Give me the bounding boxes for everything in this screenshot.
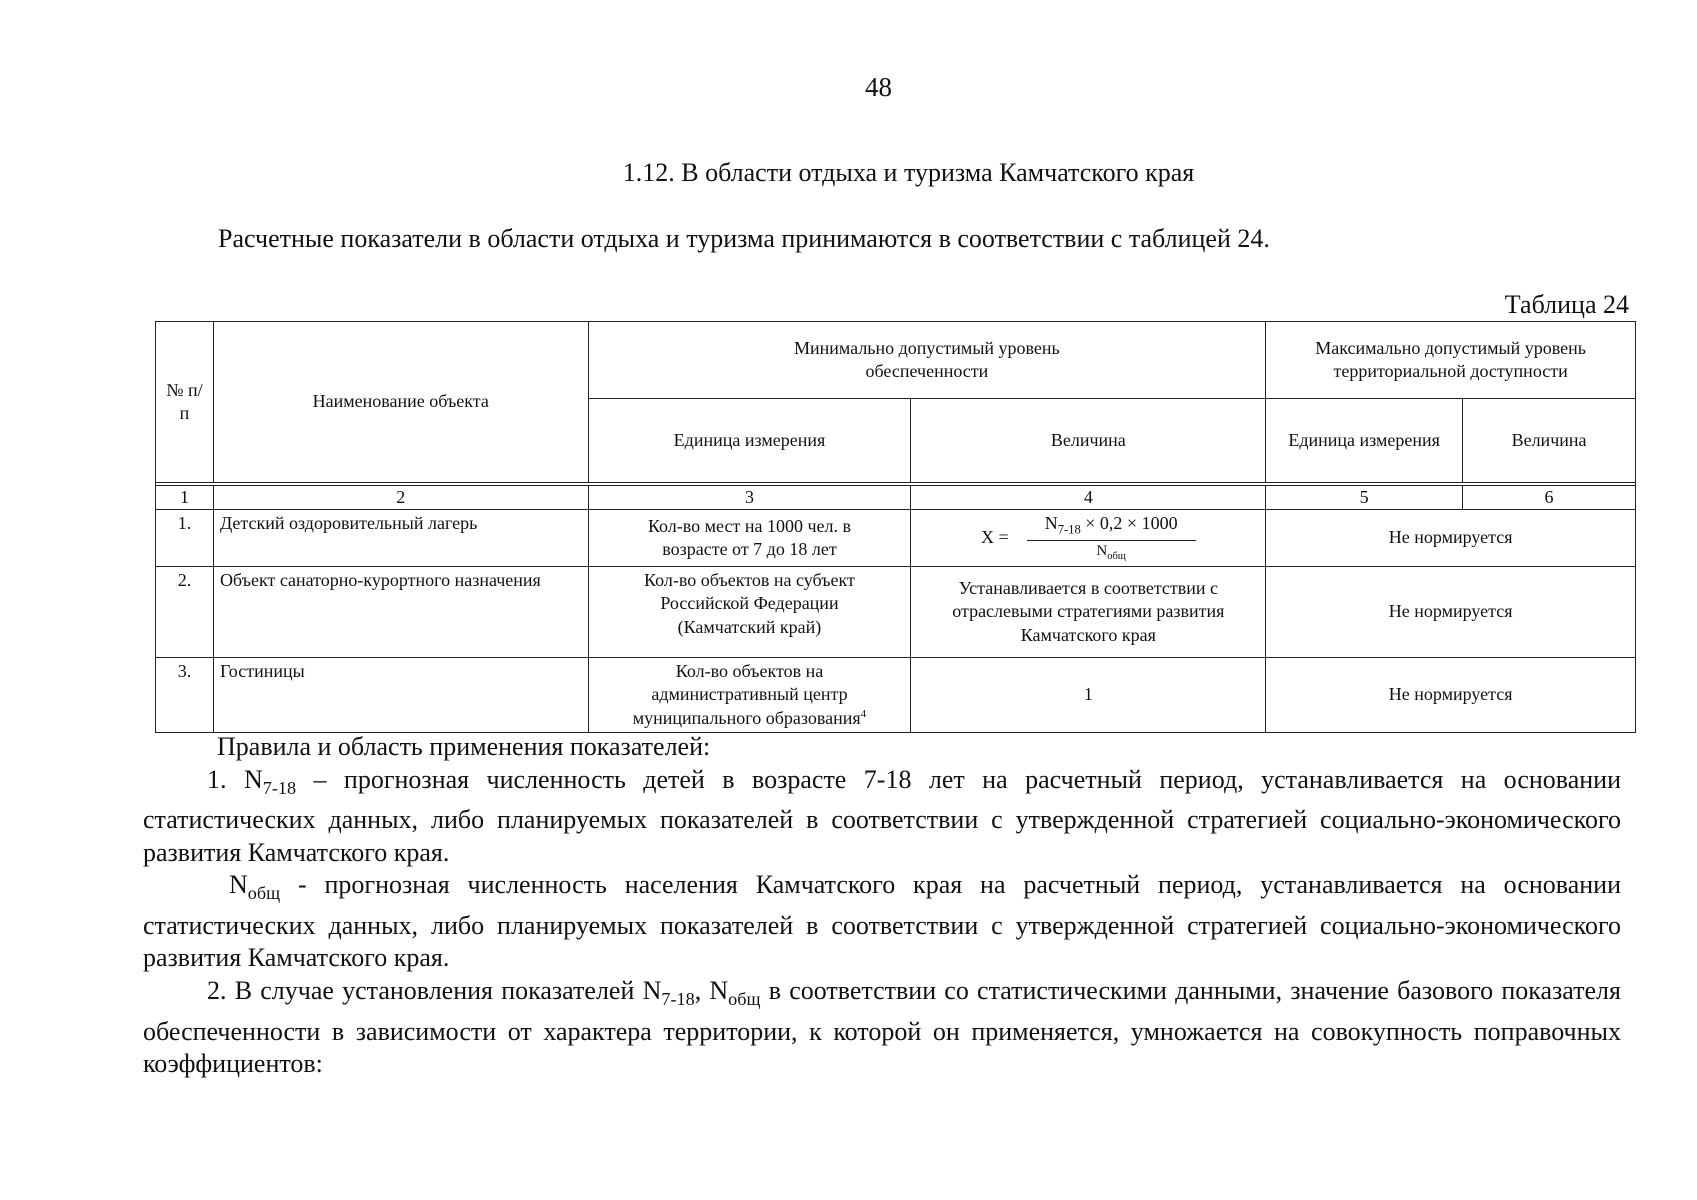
row-num: 3. — [156, 657, 214, 732]
row-name: Гостиницы — [213, 657, 588, 732]
row-max: Не нормируется — [1266, 566, 1636, 657]
row-name: Объект санаторно-курортного назначения — [213, 566, 588, 657]
header-num: № п/п — [156, 322, 214, 483]
header-unit: Единица измерения — [588, 399, 911, 483]
row-formula — [911, 510, 1266, 567]
footnote-mark: 4 — [860, 707, 867, 720]
row-value: Устанавливается в соответствии с отраслевыми стратегиями развития Камчатского края — [911, 566, 1266, 657]
intro-paragraph: Расчетные показатели в области отдыха и туризма принимаются в соответствии с таблицей 24. — [218, 224, 1270, 253]
header-value-2: Величина — [1463, 399, 1636, 483]
col-number: 5 — [1266, 486, 1463, 510]
col-number: 1 — [156, 486, 214, 510]
row-max: Не нормируется — [1266, 657, 1636, 732]
header-unit-2: Единица измерения — [1266, 399, 1463, 483]
rules-heading: Правила и область применения показателей: — [217, 732, 711, 761]
header-value: Величина — [911, 399, 1266, 483]
table-row — [156, 566, 1636, 657]
row-num: 2. — [156, 566, 214, 657]
indicators-table — [155, 321, 1636, 733]
row-num: 1. — [156, 510, 214, 567]
rule-2: 2. В случае установления показателей $N_{7-18}$, $N_{общ}$ в соответствии со статистическими данными, значение базового показателя обеспеченности в зависимости от характера территории, к которой он применяется, умножается на совокупность поправочных коэффициентов: — [143, 975, 1621, 1079]
formula-denominator: $N_{общ}$ — [1096, 543, 1126, 563]
table-label: Таблица 24 — [1504, 290, 1629, 319]
formula-lhs: X = — [981, 527, 1009, 548]
col-number: 6 — [1463, 486, 1636, 510]
rule-1: 1. $N_{7-18}$ – прогнозная численность детей в возрасте 7-18 лет на расчетный период, устанавливается на основании статистических данных, либо планируемых показателей в соответствии с утвержденной стратегией социально-экономического развития Камчатского края. — [143, 764, 1621, 867]
rules-section — [143, 731, 1621, 1081]
row-unit: Кол-во мест на 1000 чел. в возрасте от 7 до 18 лет — [588, 510, 911, 567]
col-number: 3 — [588, 486, 911, 510]
row-max: Не нормируется — [1266, 510, 1636, 567]
table-row — [156, 510, 1636, 567]
header-min-group: Минимально допустимый уровень обеспеченности — [588, 322, 1266, 399]
section-title: 1.12. В области отдыха и туризма Камчатского края — [622, 158, 1195, 187]
col-number: 2 — [213, 486, 588, 510]
formula-fraction — [1027, 512, 1196, 564]
row-value: 1 — [911, 657, 1266, 732]
page-number: 48 — [865, 72, 892, 102]
col-number: 4 — [911, 486, 1266, 510]
row-name: Детский оздоровительный лагерь — [213, 510, 588, 567]
row-unit: Кол-во объектов на субъект Российской Федерации (Камчатский край) — [588, 566, 911, 657]
row-unit: Кол-во объектов на административный центр муниципального образования$^4$ — [588, 657, 911, 732]
table-row — [156, 657, 1636, 732]
header-name: Наименование объекта — [213, 322, 588, 483]
formula — [981, 512, 1196, 564]
rule-1-note: $N_{общ}$ - прогнозная численность населения Камчатского края на расчетный период, устанавливается на основании статистических данных, либо планируемых показателей в соответствии с утвержденной стратегией социально-экономического развития Камчатского края. — [143, 870, 1621, 973]
formula-numerator: $N_{7-18} \times 0,2 \times 1000$ — [1027, 512, 1196, 541]
header-max-group: Максимально допустимый уровень территориальной доступности — [1266, 322, 1636, 399]
